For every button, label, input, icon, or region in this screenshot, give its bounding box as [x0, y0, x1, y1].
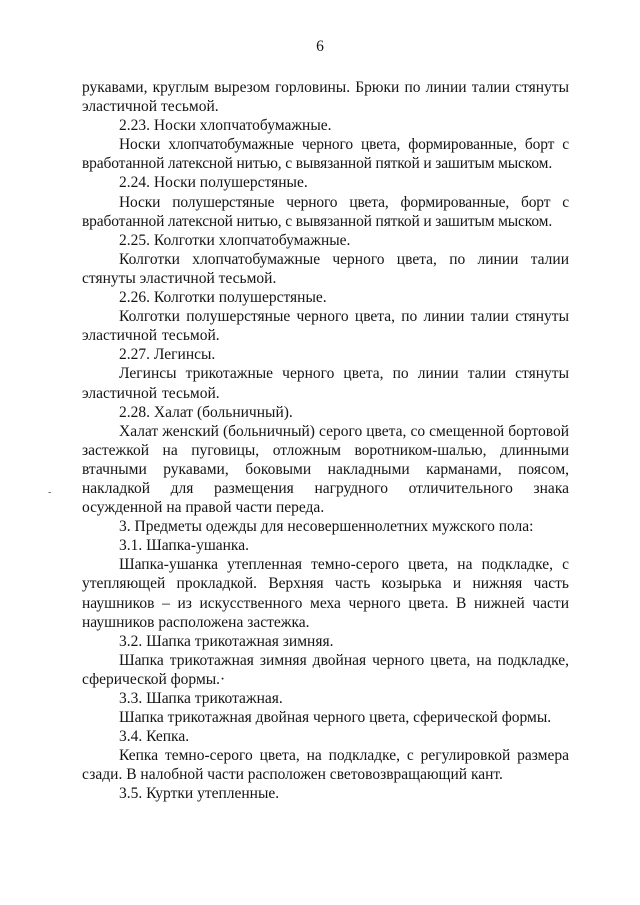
- section-paragraph: Кепка темно-серого цвета, на подкладке, с регулировкой размера сзади. В налобной части расположен световозвращающий кант.: [82, 747, 569, 784]
- section-heading: 3.3. Шапка трикотажная.: [119, 690, 283, 707]
- document-body: [82, 78, 569, 804]
- section-heading: 2.25. Колготки хлопчатобумажные.: [119, 231, 351, 249]
- section-paragraph: Носки хлопчатобумажные черного цвета, формированные, борт с вработанной латексной нитью, с вывязанной пяткой и зашитым мыском.: [82, 136, 569, 173]
- section-paragraph: Шапка-ушанка утепленная темно-серого цвета, на подкладке, с утепляющей прокладкой. Верхняя часть козырька и нижняя часть наушников – из искусственного меха черного цвета. В нижней части наушников расположена застежка.: [82, 556, 569, 631]
- section-heading: 2.28. Халат (больничный).: [119, 403, 293, 421]
- section-heading: 2.24. Носки полушерстяные.: [119, 174, 308, 192]
- margin-mark: -: [48, 487, 52, 498]
- section-paragraph: Носки полушерстяные черного цвета, формированные, борт с вработанной латексной нитью, с вывязанной пяткой и зашитым мыском.: [82, 193, 569, 230]
- section-heading: 3.1. Шапка-ушанка.: [119, 537, 249, 555]
- section-paragraph: Колготки хлопчатобумажные черного цвета, по линии талии стянуты эластичной тесьмой.: [82, 250, 569, 287]
- section-paragraph: Халат женский (больничный) серого цвета, со смещенной бортовой застежкой на пуговицы, отложным воротником-шалью, длинными втачными рукавами, боковыми накладными карманами, поясом, накладкой для размещения нагрудного отличительного знака осужденной на правой части переда.: [82, 422, 569, 517]
- paragraph-continuation: рукавами, круглым вырезом горловины. Брюки по линии талии стянуты эластичной тесьмой.: [82, 79, 569, 116]
- section-heading: 2.27. Легинсы.: [119, 346, 216, 364]
- section-paragraph: Шапка трикотажная зимняя двойная черного цвета, на подкладке, сферической формы.·: [82, 651, 569, 688]
- section-heading: 3.2. Шапка трикотажная зимняя.: [119, 632, 334, 650]
- section-paragraph: Колготки полушерстяные черного цвета, по линии талии стянуты эластичной тесьмой.: [82, 308, 569, 345]
- section-paragraph: Шапка трикотажная двойная черного цвета, сферической формы.: [119, 709, 552, 727]
- section-heading: 3.4. Кепка.: [119, 728, 190, 746]
- section-heading: 3.5. Куртки утепленные.: [119, 785, 280, 803]
- page-number: 6: [316, 38, 324, 55]
- section-heading: 2.26. Колготки полушерстяные.: [119, 289, 327, 307]
- section-heading: 2.23. Носки хлопчатобумажные.: [119, 117, 332, 135]
- chapter-heading: 3. Предметы одежды для несовершеннолетних мужского пола:: [119, 518, 534, 536]
- section-paragraph: Легинсы трикотажные черного цвета, по линии талии стянуты эластичной тесьмой.: [82, 365, 569, 402]
